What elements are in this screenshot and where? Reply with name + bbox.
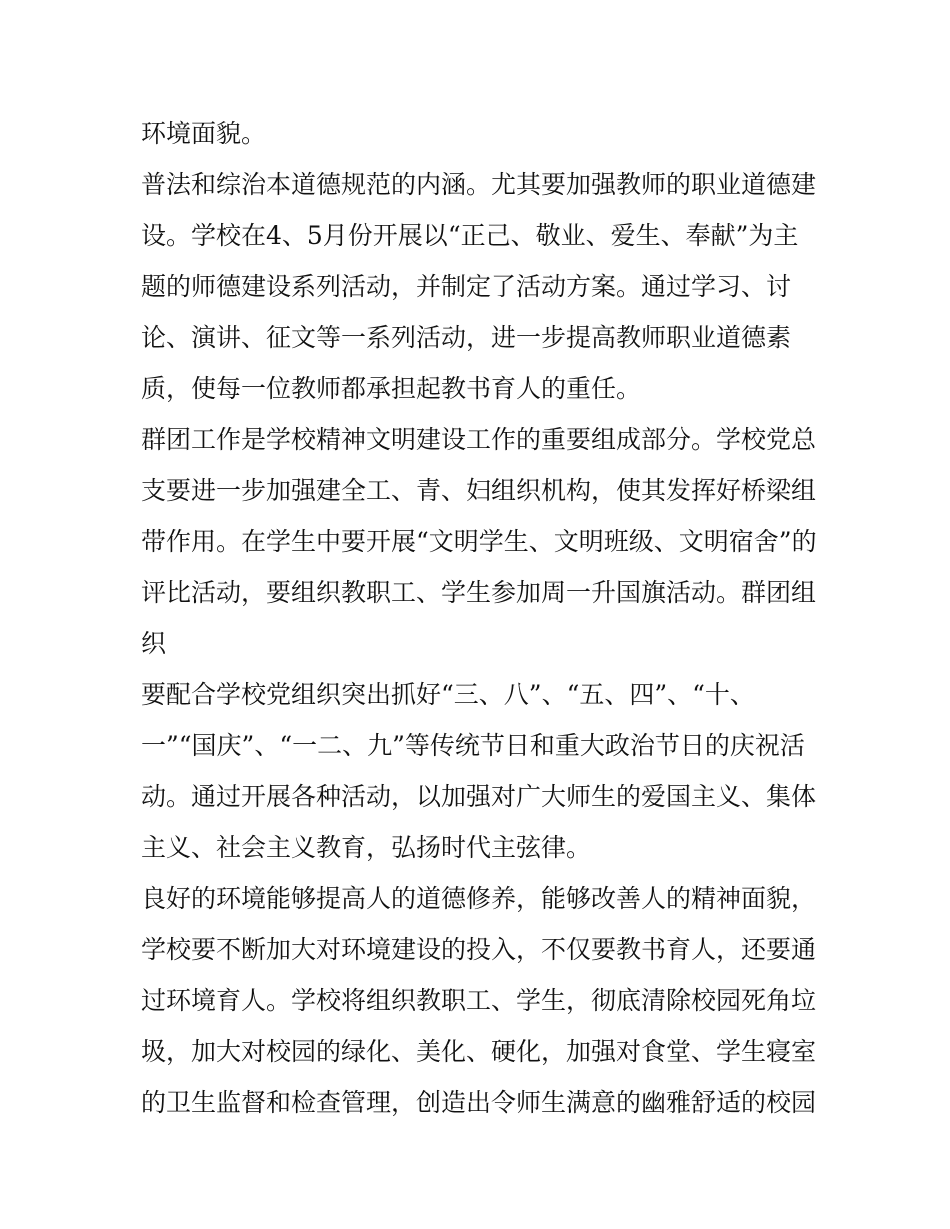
- text-line: 圾，加大对校园的绿化、美化、硬化，加强对食堂、学生寝室: [141, 1037, 817, 1066]
- text-line: 支要进一步加强建全工、青、妇组织机构，使其发挥好桥梁组: [141, 476, 817, 505]
- text-line: 质，使每一位教师都承担起教书育人的重任。: [141, 374, 642, 403]
- text-line: 良好的环境能够提高人的道德修养，能够改善人的精神面貌，: [141, 884, 817, 913]
- text-line: 带作用。在学生中要开展“文明学生、文明班级、文明宿舍”的: [141, 527, 817, 556]
- text-line: 过环境育人。学校将组织教职工、学生，彻底清除校园死角垃: [141, 986, 817, 1015]
- text-line: 的卫生监督和检查管理，创造出令师生满意的幽雅舒适的校园: [141, 1088, 817, 1117]
- text-line: 环境面貌。: [141, 119, 267, 148]
- text-line: 学校要不断加大对环境建设的投入，不仅要教书育人，还要通: [141, 935, 817, 964]
- text-line: 评比活动，要组织教职工、学生参加周一升国旗活动。群团组: [141, 578, 817, 607]
- document-body: [141, 108, 821, 1128]
- text-line: 主义、社会主义教育，弘扬时代主弦律。: [141, 833, 592, 862]
- text-line: 织: [141, 629, 167, 658]
- text-line: 要配合学校党组织突出抓好“三、八”、“五、四”、“十、: [141, 680, 755, 709]
- text-line: 论、演讲、征文等一系列活动，进一步提高教师职业道德素: [141, 323, 792, 352]
- text-line: 群团工作是学校精神文明建设工作的重要组成部分。学校党总: [141, 425, 817, 454]
- text-line: 动。通过开展各种活动，以加强对广大师生的爱国主义、集体: [141, 782, 817, 811]
- text-line: 一”“国庆”、“一二、九”等传统节日和重大政治节日的庆祝活: [141, 731, 805, 760]
- text-line: 设。学校在4、5月份开展以“正己、敬业、爱生、奉献”为主: [141, 221, 799, 250]
- text-line: 普法和综治本道德规范的内涵。尤其要加强教师的职业道德建: [141, 170, 817, 199]
- text-line: 题的师德建设系列活动，并制定了活动方案。通过学习、讨: [141, 272, 792, 301]
